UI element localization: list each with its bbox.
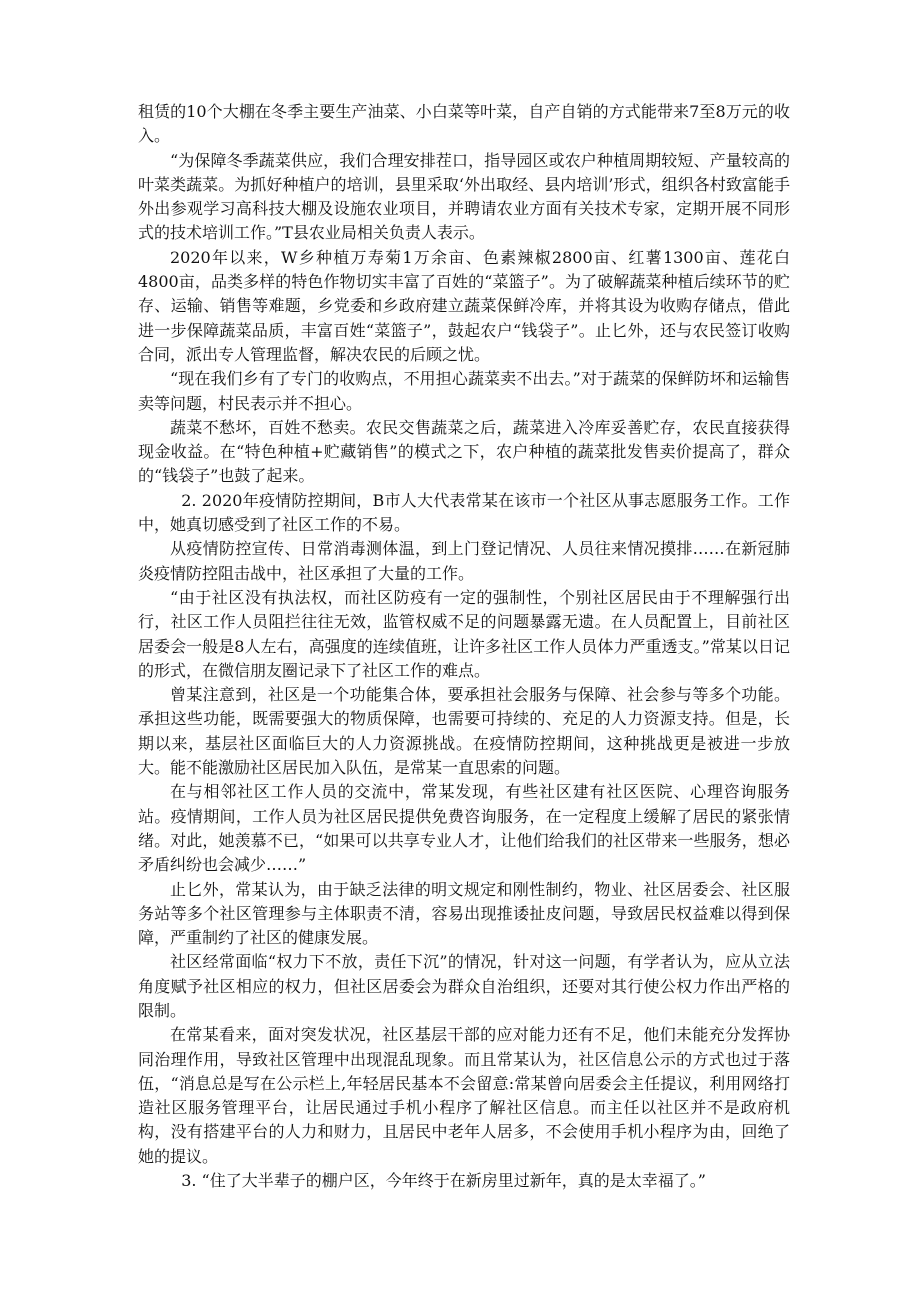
paragraph-13: 在常某看来，面对突发状况，社区基层干部的应对能力还有不足，他们未能充分发挥协同治理作用，导致社区管理中出现混乱现象。而且常某认为，社区信息公示的方式也过于落伍，“消息总是写在公示栏上,年轻居民基本不会留意:常某曾向居委会主任提议，利用网络打造社区服务管理平台，让居民通过手机小程序了解社区信息。而主任以社区并不是政府机构，没有搭建平台的人力和财力，且居民中老年人居多，不会使用手机小程序为由，回绝了她的提议。 xyxy=(138,1025,790,1166)
paragraph-2: “为保障冬季蔬菜供应，我们合理安排茬口，指导园区或农户种植周期较短、产量较高的叶菜类蔬菜。为抓好种植户的培训，县里采取‘外出取经、县内培训’形式，组织各村致富能手外出参观学习高科技大棚及设施农业项目，并聘请农业方面有关技术专家，定期开展不同形式的技术培训工作。”T县农业局相关负责人表示。 xyxy=(138,150,790,243)
paragraph-8: “由于社区没有执法权，而社区防疫有一定的强制性，个别社区居民由于不理解强行出行，社区工作人员阻拦往往无效，监管权威不足的问题暴露无遗。在人员配置上，目前社区居委会一般是8人左右，高强度的连续值班，让许多社区工作人员体力严重透支。”常某以日记的形式，在微信朋友圈记录下了社区工作的难点。 xyxy=(138,587,790,680)
paragraph-4: “现在我们乡有了专门的收购点，不用担心蔬菜卖不出去。”对于蔬菜的保鲜防坏和运输售卖等问题，村民表示并不担心。 xyxy=(138,369,790,413)
paragraph-3: 2020年以来，W乡种植万寿菊1万余亩、色素辣椒2800亩、红薯1300亩、莲花白4800亩，品类多样的特色作物切实丰富了百姓的“菜篮子”。为了破解蔬菜种植后续环节的贮存、运输、销售等难题，乡党委和乡政府建立蔬菜保鲜冷库，并将其设为收购存储点，借此进一步保障蔬菜品质，丰富百姓“菜篮子”，鼓起农户“钱袋子”。止匕外，还与农民签订收购合同，派出专人管理监督，解决农民的后顾之忧。 xyxy=(138,247,790,364)
paragraph-10: 在与相邻社区工作人员的交流中，常某发现，有些社区建有社区医院、心理咨询服务站。疫情期间，工作人员为社区居民提供免费咨询服务，在一定程度上缓解了居民的紧张情绪。对此，她羡慕不已，“如果可以共享专业人才，让他们给我们的社区带来一些服务，想必矛盾纠纷也会减少……” xyxy=(138,782,790,875)
paragraph-1: 租赁的10个大棚在冬季主要生产油菜、小白菜等叶菜，自产自销的方式能带来7至8万元的收入。 xyxy=(138,102,790,146)
document-body xyxy=(138,100,790,1193)
numbered-item-3: 3. “住了大半辈子的棚户区，今年终于在新房里过新年，真的是太幸福了。” xyxy=(181,1171,706,1191)
paragraph-5: 蔬菜不愁坏，百姓不愁卖。农民交售蔬菜之后，蔬菜进入冷库妥善贮存，农民直接获得现金收益。在“特色种植+贮藏销售”的模式之下，农户种植的蔬菜批发售卖价提高了，群众的“钱袋子”也鼓了起来。 xyxy=(138,417,790,486)
paragraph-12: 社区经常面临“权力下不放，责任下沉”的情况，针对这一问题，有学者认为，应从立法角度赋予社区相应的权力，但社区居委会为群众自治组织，还要对其行使公权力作出严格的限制。 xyxy=(138,952,790,1020)
paragraph-11: 止匕外，常某认为，由于缺乏法律的明文规定和刚性制约，物业、社区居委会、社区服务站等多个社区管理参与主体职责不清，容易出现推诿扯皮问题，导致居民权益难以得到保障，严重制约了社区的健康发展。 xyxy=(138,879,790,948)
paragraph-7: 从疫情防控宣传、日常消毒测体温，到上门登记情况、人员往来情况摸排……在新冠肺炎疫情防控阻击战中，社区承担了大量的工作。 xyxy=(138,539,790,583)
numbered-item-2: 2. 2020年疫情防控期间，B市人大代表常某在该市一个社区从事志愿服务工作。工作中，她真切感受到了社区工作的不易。 xyxy=(138,490,790,535)
paragraph-9: 曾某注意到，社区是一个功能集合体，要承担社会服务与保障、社会参与等多个功能。承担这些功能，既需要强大的物质保障，也需要可持续的、充足的人力资源支持。但是，长期以来，基层社区面临巨大的人力资源挑战。在疫情防控期间，这种挑战更是被进一步放大。能不能激励社区居民加入队伍，是常某一直思索的问题。 xyxy=(138,685,790,778)
